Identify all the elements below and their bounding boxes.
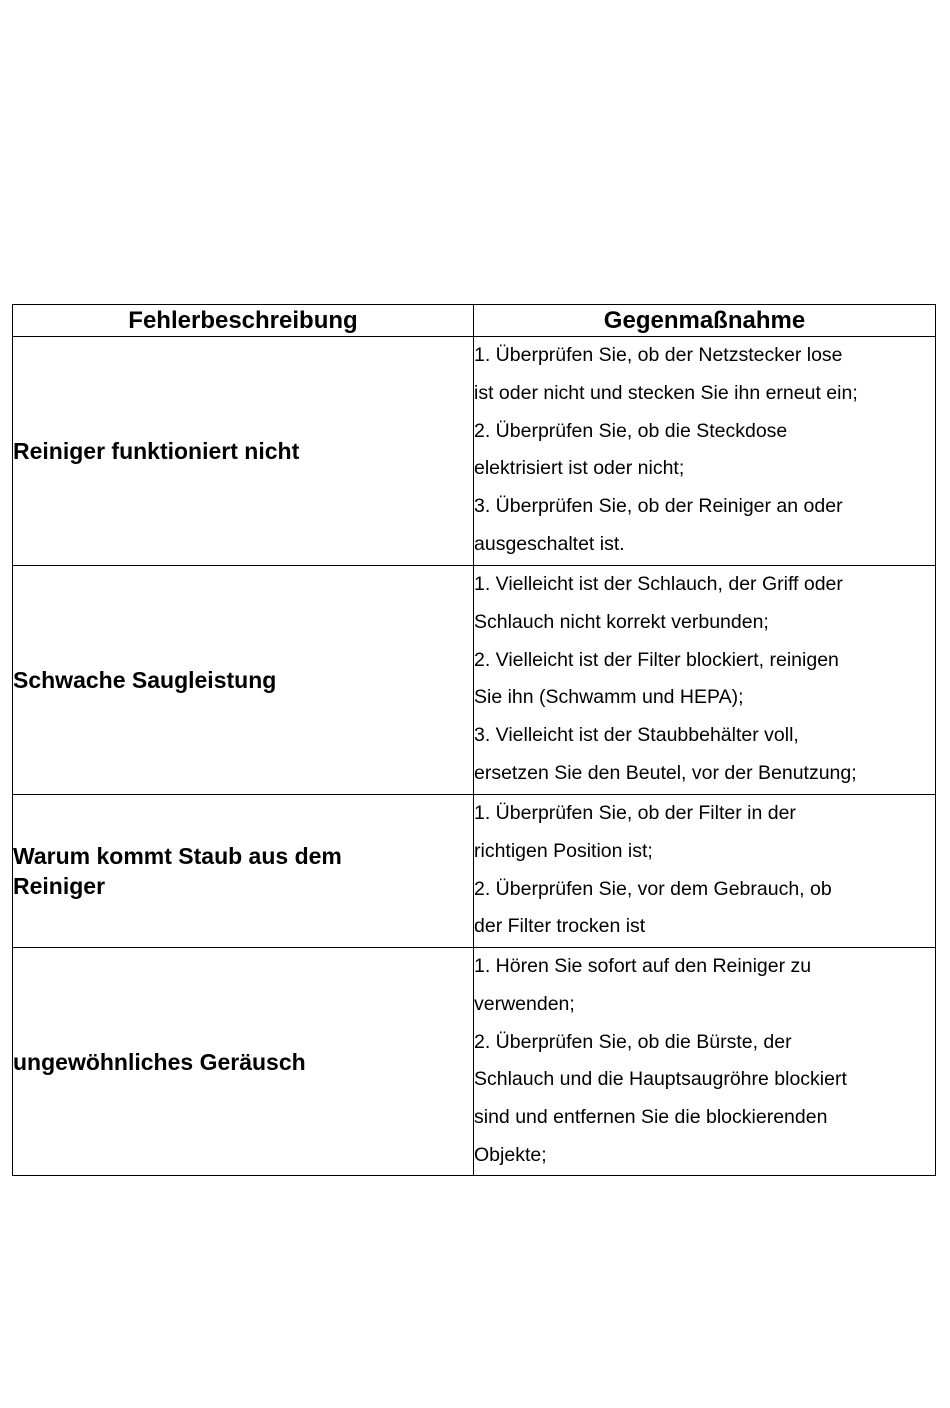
troubleshooting-table xyxy=(12,304,936,1176)
problem-text: Schwache Saugleistung xyxy=(13,667,277,693)
solution-step: 2. Überprüfen Sie, ob die Bürste, der Schlauch und die Hauptsaugröhre blockiert sind und entfernen Sie die blockierenden Objekte; xyxy=(474,1030,847,1166)
table-row xyxy=(13,795,936,948)
solution-step: 2. Überprüfen Sie, vor dem Gebrauch, ob der Filter trocken ist xyxy=(474,877,832,938)
problem-text: Warum kommt Staub aus dem Reiniger xyxy=(13,843,342,899)
solution-step: 3. Überprüfen Sie, ob der Reiniger an oder ausgeschaltet ist. xyxy=(474,495,843,555)
solution-step: 2. Vielleicht ist der Filter blockiert, reinigen Sie ihn (Schwamm und HEPA); xyxy=(474,648,839,709)
table-header-row xyxy=(13,305,936,337)
header-problem: Fehlerbeschreibung xyxy=(13,305,474,337)
problem-cell xyxy=(13,948,474,1176)
header-solution: Gegenmaßnahme xyxy=(474,305,936,337)
solution-step: 2. Überprüfen Sie, ob die Steckdose elektrisiert ist oder nicht; xyxy=(474,419,788,480)
problem-cell xyxy=(13,337,474,566)
solution-step: 1. Hören Sie sofort auf den Reiniger zu verwenden; xyxy=(474,955,812,1015)
solution-step: 1. Vielleicht ist der Schlauch, der Griff oder Schlauch nicht korrekt verbunden; xyxy=(474,573,843,633)
problem-cell xyxy=(13,566,474,795)
table-row xyxy=(13,948,936,1176)
solution-step: 1. Überprüfen Sie, ob der Netzstecker lose ist oder nicht und stecken Sie ihn erneut ein; xyxy=(474,344,858,404)
table-row xyxy=(13,566,936,795)
solution-cell xyxy=(474,948,936,1176)
solution-cell xyxy=(474,337,936,566)
solution-cell xyxy=(474,795,936,948)
problem-cell xyxy=(13,795,474,948)
problem-text: ungewöhnliches Geräusch xyxy=(13,1048,306,1075)
solution-step: 1. Überprüfen Sie, ob der Filter in der richtigen Position ist; xyxy=(474,802,796,862)
solution-cell xyxy=(474,566,936,795)
solution-step: 3. Vielleicht ist der Staubbehälter voll, ersetzen Sie den Beutel, vor der Benutzung; xyxy=(474,724,857,784)
problem-text: Reiniger funktioniert nicht xyxy=(13,438,300,464)
table-row xyxy=(13,337,936,566)
